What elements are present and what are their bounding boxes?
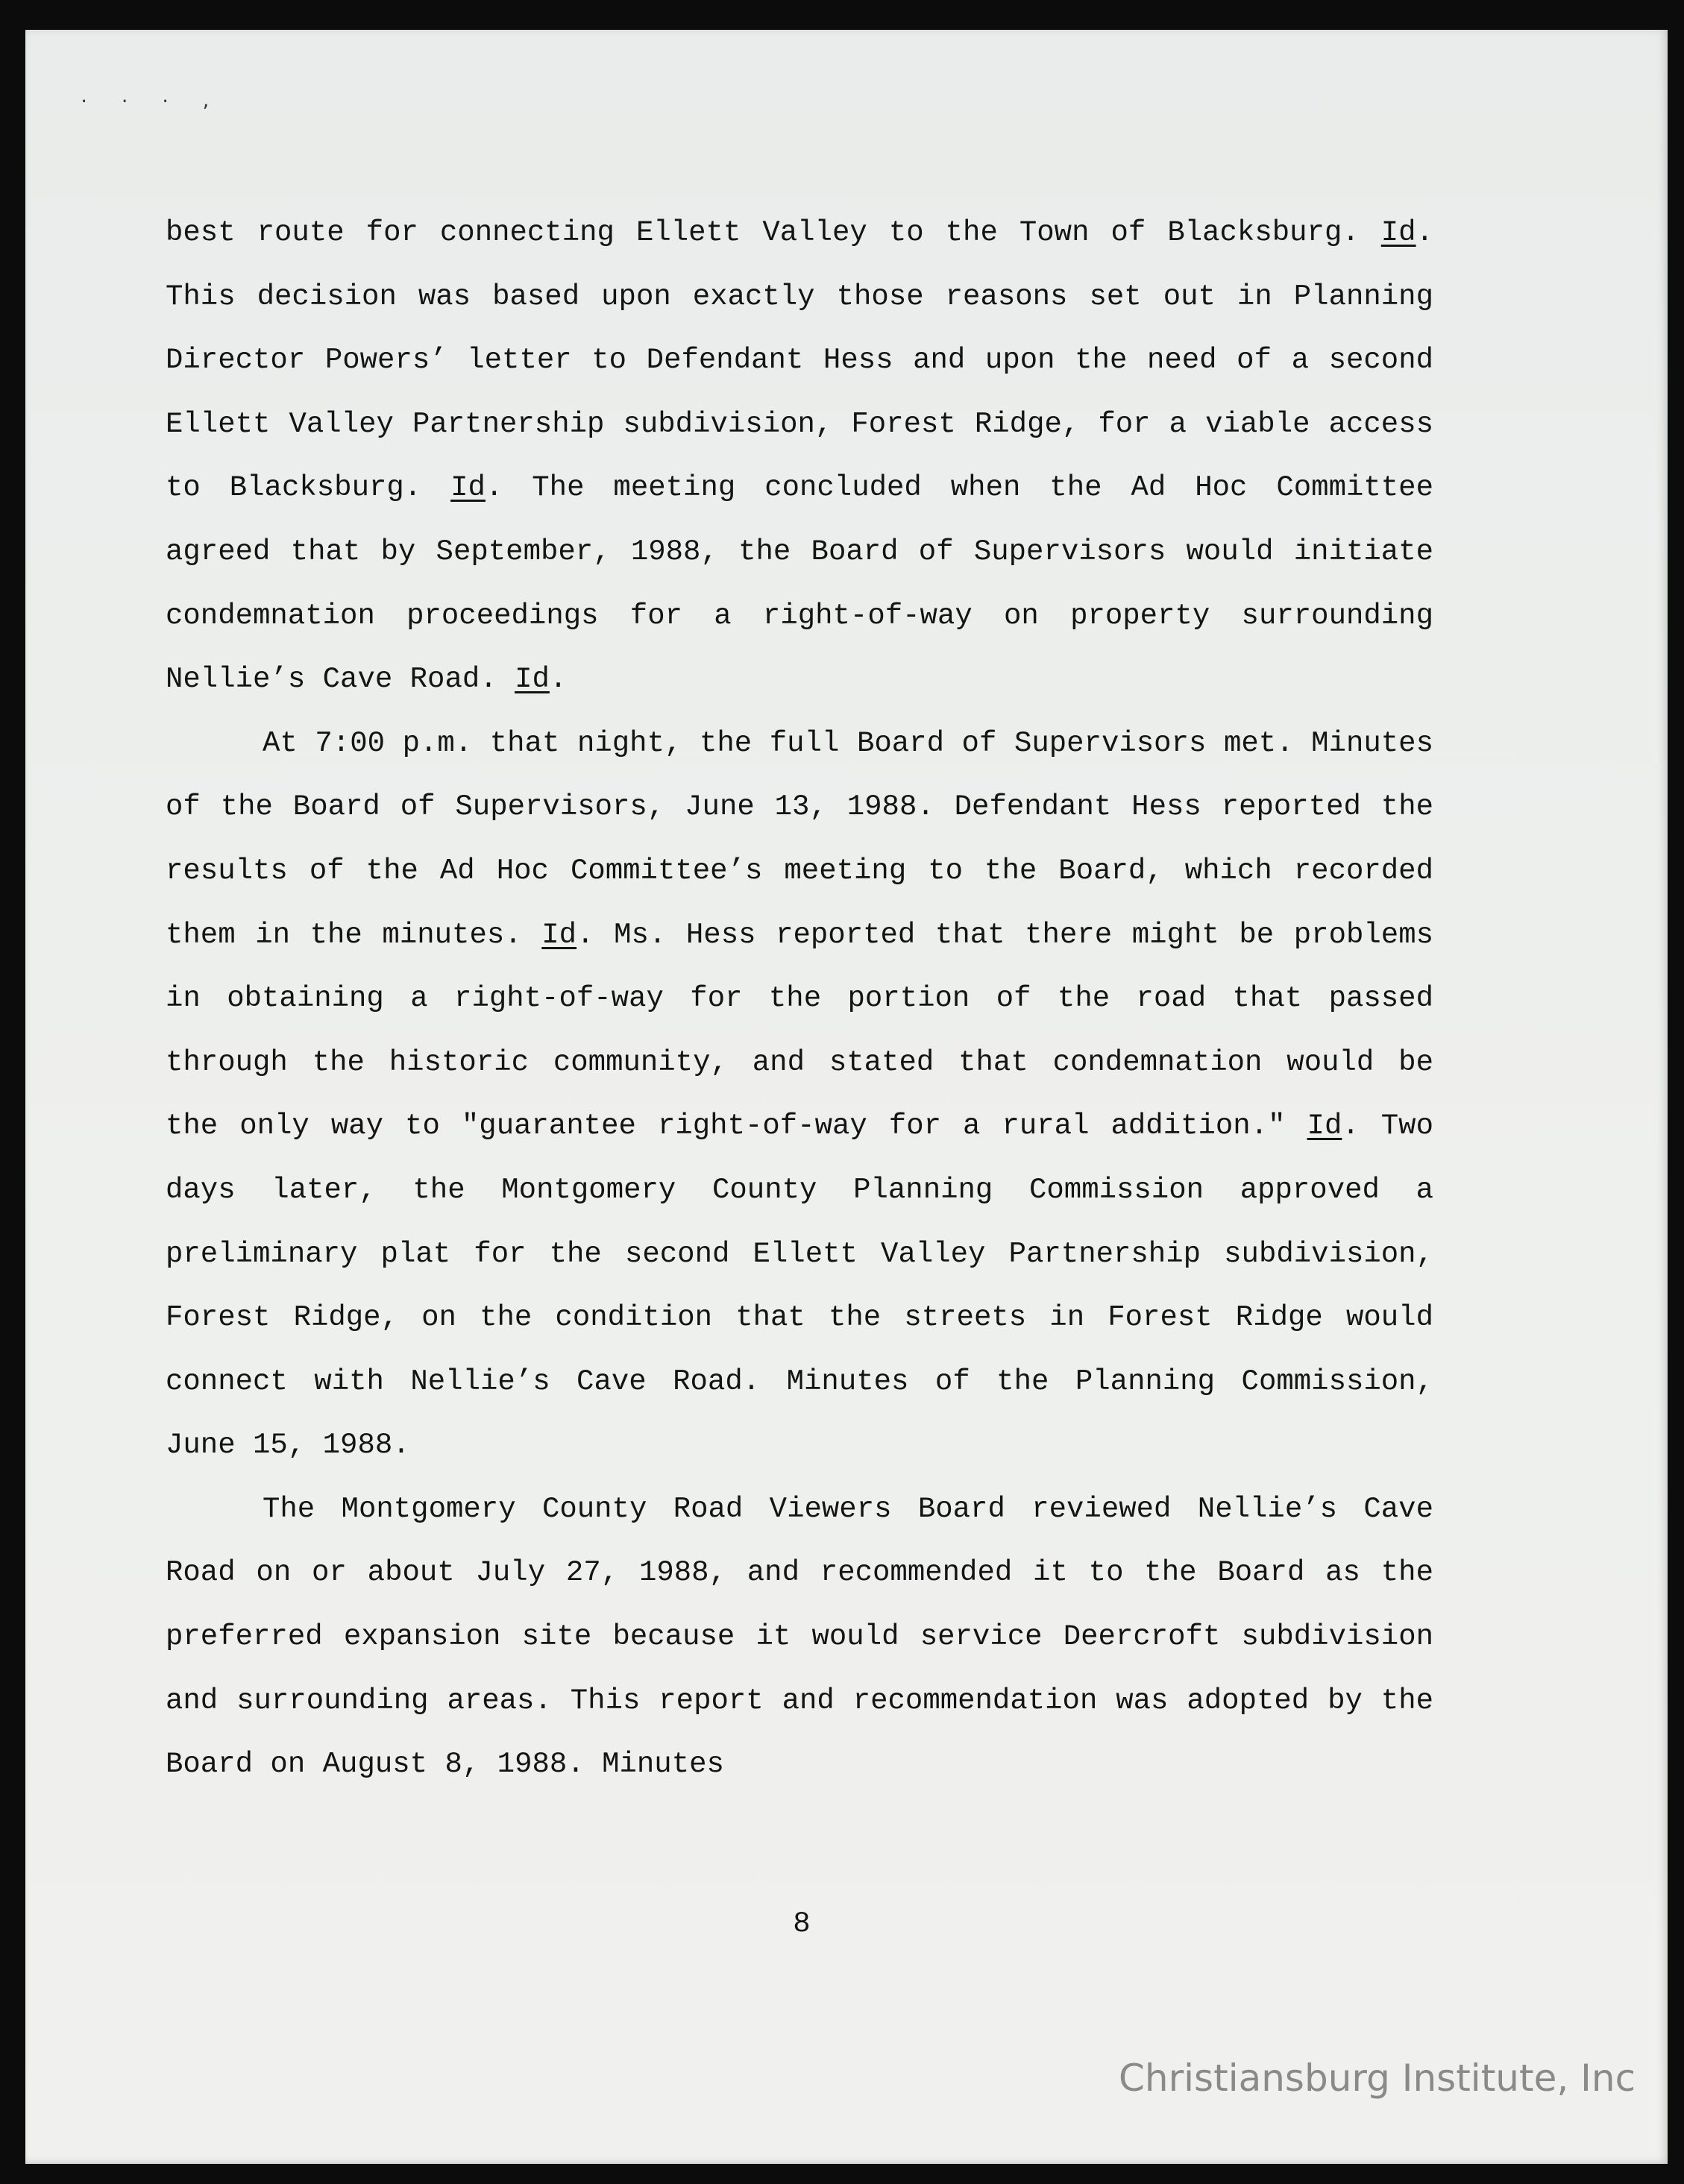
text-segment: . Ms. Hess reported that there might be problems in obtaining a right-of-way for the portion of the road that passed through the historic community, and stated that condemnation would be the only way to "guarantee right-of-way for a rural addition."	[166, 918, 1434, 1143]
paragraph	[166, 1478, 1433, 1797]
citation-id: Id	[1307, 1110, 1342, 1143]
citation-id: Id	[450, 471, 486, 505]
text-segment: . The meeting concluded when the Ad Hoc Committee agreed that by September, 1988, the Board of Supervisors would initiate condemnation proceedings for a right-of-way on property surrounding Nellie’s Cave Road.	[166, 471, 1433, 696]
citation-id: Id	[541, 918, 577, 951]
page-number: 8	[793, 1907, 811, 1940]
text-segment: At 7:00 p.m. that night, the full Board of Supervisors met. Minutes of the Board of Supervisors, June 13, 1988. Defendant Hess reported the results of the Ad Hoc Committee’s meeting to the Board, which recorded them in the minutes.	[166, 726, 1433, 951]
text-segment: . Two days later, the Montgomery County Planning Commission approved a preliminary plat for the second Ellett Valley Partnership subdivision, Forest Ridge, on the condition that the streets in Forest Ridge would connect with Nellie’s Cave Road. Minutes of the Planning Commission, June 15, 1988.	[166, 1110, 1433, 1462]
paper-specks: · · · ,	[79, 92, 222, 111]
paragraph	[166, 201, 1433, 712]
citation-id: Id	[515, 663, 550, 696]
paragraph	[166, 712, 1433, 1478]
text-segment: .	[549, 663, 568, 696]
watermark: Christiansburg Institute, Inc	[1119, 2056, 1636, 2100]
document-body	[166, 201, 1433, 1797]
text-segment: The Montgomery County Road Viewers Board reviewed Nellie’s Cave Road on or about July 27, 1988, and recommended it to the Board as the preferred expansion site because it would service Deercroft subdivision and surrounding areas. This report and recommendation was adopted by the Board on August 8, 1988. Minutes	[166, 1492, 1433, 1781]
text-segment: best route for connecting Ellett Valley to the Town of Blacksburg.	[166, 216, 1381, 249]
citation-id: Id	[1380, 216, 1416, 249]
text-segment: . This decision was based upon exactly those reasons set out in Planning Director Powers’ letter to Defendant Hess and upon the need of a second Ellett Valley Partnership subdivision, Forest Ridge, for a viable access to Blacksburg.	[166, 216, 1433, 505]
